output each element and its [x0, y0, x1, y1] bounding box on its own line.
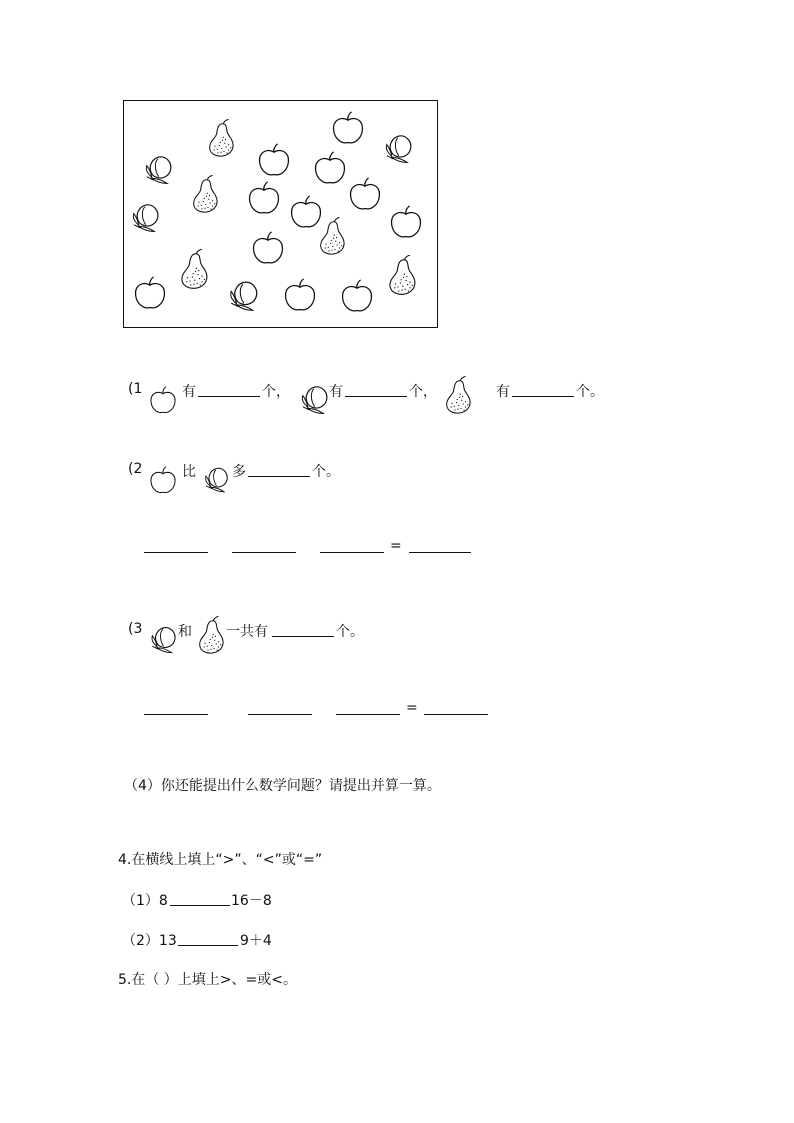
- q3-and: 和: [178, 624, 192, 640]
- q1-unit-1: 个，: [262, 384, 290, 400]
- q4-text: （4）你还能提出什么数学问题？请提出并算一算。: [124, 778, 441, 794]
- apple-icon: [334, 112, 363, 143]
- apple-icon: [136, 277, 165, 308]
- q1-peach-blank[interactable]: [345, 382, 407, 397]
- section5-title: 5.在（ ）上填上>、=或<。: [118, 972, 297, 988]
- q1-unit-3: 个。: [576, 384, 604, 400]
- q1-unit-2: 个，: [409, 384, 437, 400]
- q1-has-apple: 有: [182, 384, 196, 400]
- q2-compare: 比: [182, 464, 196, 480]
- section4-title: 4.在横线上填上“>”、“<”或“=”: [118, 852, 323, 868]
- section4-item1-right: 16－8: [231, 893, 272, 909]
- q2-equation-blank-2[interactable]: [232, 552, 296, 553]
- q3-equation-result[interactable]: [424, 714, 488, 715]
- pear-icon: [321, 217, 344, 254]
- q1-prefix: (1: [128, 381, 143, 397]
- peach-icon: [296, 382, 330, 416]
- section4-item1-blank[interactable]: [170, 891, 230, 906]
- apple-icon: [286, 279, 315, 310]
- q3-prefix: (3: [128, 621, 143, 637]
- apple-icon: [148, 386, 178, 416]
- q3-equation-blank-2[interactable]: [248, 714, 312, 715]
- q3-answer-blank[interactable]: [272, 622, 334, 637]
- peach-icon: [200, 464, 230, 494]
- q2-more: 多: [232, 464, 246, 480]
- q1-has-pear: 有: [496, 384, 510, 400]
- section4-item1-left: （1）8: [122, 893, 168, 909]
- apple-icon: [148, 466, 178, 496]
- q2-answer-blank[interactable]: [248, 462, 310, 477]
- section4-item2-right: 9＋4: [240, 933, 272, 949]
- q3-equation-blank-1[interactable]: [144, 714, 208, 715]
- q2-prefix: (2: [128, 461, 143, 477]
- apple-icon: [260, 144, 289, 175]
- section4-item2-left: （2）13: [122, 933, 177, 949]
- fruit-picture: [123, 100, 438, 328]
- pear-icon: [196, 616, 226, 654]
- q2-equals-sign: =: [390, 538, 402, 554]
- apple-icon: [392, 206, 421, 237]
- pear-icon: [194, 175, 217, 212]
- apple-icon: [254, 232, 283, 263]
- pear-icon: [210, 119, 233, 156]
- peach-icon: [231, 282, 257, 310]
- pear-icon: [443, 376, 473, 414]
- peach-icon: [146, 623, 178, 655]
- peach-icon: [146, 157, 171, 184]
- q1-pear-blank[interactable]: [512, 382, 574, 397]
- apple-icon: [292, 196, 321, 227]
- q2-equation-blank-1[interactable]: [144, 552, 208, 553]
- q1-apple-blank[interactable]: [198, 382, 260, 397]
- q3-equals-sign: =: [406, 700, 418, 716]
- apple-icon: [351, 178, 380, 209]
- q3-total: 一共有: [226, 624, 268, 640]
- apple-icon: [316, 152, 345, 183]
- apple-icon: [343, 280, 372, 311]
- apple-icon: [250, 182, 279, 213]
- peach-icon: [133, 205, 158, 232]
- pear-icon: [182, 249, 207, 288]
- fruit-picture-canvas: [124, 101, 437, 327]
- q2-equation-result[interactable]: [409, 552, 471, 553]
- q3-equation-blank-3[interactable]: [336, 714, 400, 715]
- section4-item2-blank[interactable]: [178, 931, 238, 946]
- q3-unit: 个。: [336, 624, 364, 640]
- q2-unit: 个。: [312, 464, 340, 480]
- q1-has-peach: 有: [329, 384, 343, 400]
- peach-icon: [386, 136, 411, 163]
- pear-icon: [390, 255, 415, 294]
- q2-equation-blank-3[interactable]: [320, 552, 384, 553]
